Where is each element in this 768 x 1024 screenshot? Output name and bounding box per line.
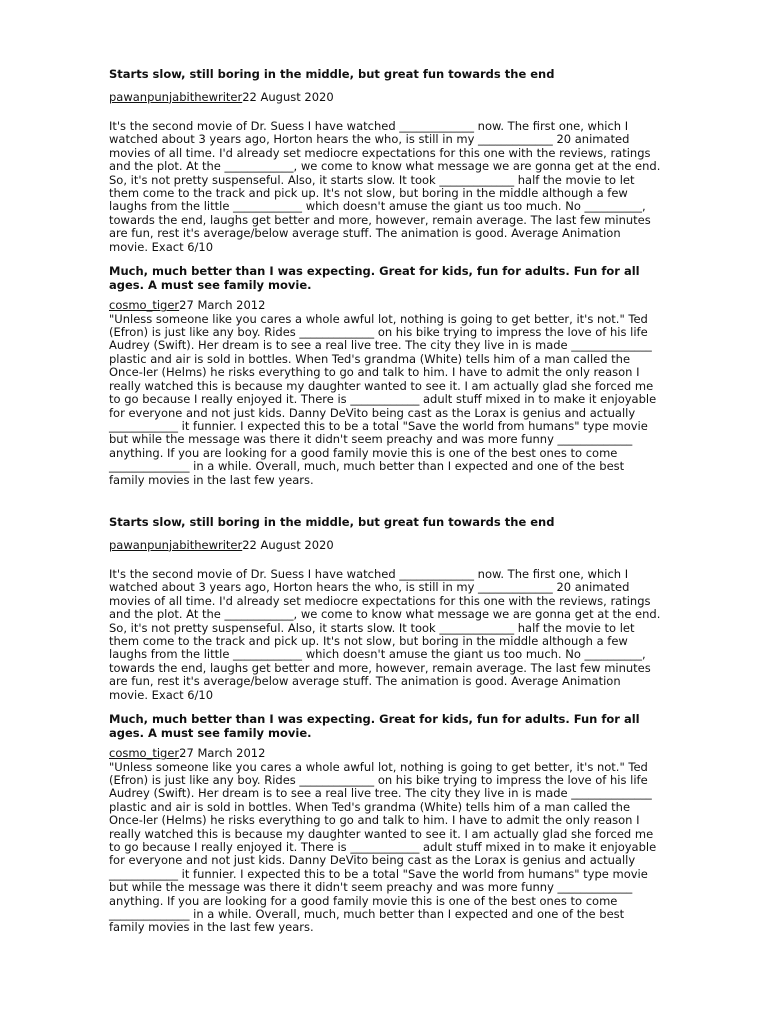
review-meta	[109, 747, 661, 760]
review-3	[109, 516, 661, 702]
review-date: 27 March 2012	[179, 746, 266, 761]
review-meta	[109, 91, 661, 104]
review-title: Much, much better than I was expecting. Great for kids, fun for adults. Fun for all ages. A must see family movie.	[109, 712, 640, 740]
review-4	[109, 713, 661, 935]
review-author-link[interactable]: pawanpunjabithewriter	[109, 537, 243, 552]
review-title: Starts slow, still boring in the middle, but great fun towards the end	[109, 514, 555, 529]
review-date: 27 March 2012	[179, 298, 266, 313]
review-block-2	[109, 516, 661, 935]
review-meta	[109, 299, 661, 312]
review-author-link[interactable]: cosmo_tiger	[109, 746, 180, 761]
review-title: Much, much better than I was expecting. Great for kids, fun for adults. Fun for all ages. A must see family movie.	[109, 264, 640, 292]
review-author-link[interactable]: cosmo_tiger	[109, 298, 180, 313]
review-title: Starts slow, still boring in the middle, but great fun towards the end	[109, 67, 555, 81]
review-date: 22 August 2020	[242, 89, 334, 104]
review-1	[109, 68, 661, 254]
review-date: 22 August 2020	[242, 537, 334, 552]
review-body: "Unless someone like you cares a whole awful lot, nothing is going to get better, it's not." Ted (Efron) is just like any boy. Rides _____________ on his bike trying to impress the love of his life Audrey (Swift). Her dream is to see a real live tree. The city they live in is made ______________ plastic and air is sold in bottles. When Ted's grandma (White) tells him of a man called the Once-ler (Helms) he risks everything to go and talk to him. I have to admit the only reason I really watched this is because my daughter wanted to see it. I am actually glad she forced me to go because I really enjoyed it. There is ____________ adult stuff mixed in to make it enjoyable for everyone and not just kids. Danny DeVito being cast as the Lorax is genius and actually ____________ it funnier. I expected this to be a total "Save the world from humans" type movie but while the message was there it didn't seem preachy and was more funny _____________ anything. If you are looking for a good family movie this is one of the best ones to come ______________ in a while. Overall, much, much better than I expected and one of the best family movies in the last few years.	[109, 311, 657, 487]
review-body: It's the second movie of Dr. Suess I have watched _____________ now. The first one, which I watched about 3 years ago, Horton hears the who, is still in my _____________ 20 animated movies of all time. I'd already set mediocre expectations for this one with the reviews, ratings and the plot. At the ____________, we come to know what message we are gonna get at the end. So, it's not pretty suspenseful. Also, it starts slow. It took _____________ half the movie to let them come to the track and pick up. It's not slow, but boring in the middle although a few laughs from the little ____________ which doesn't amuse the giant us too much. No __________, towards the end, laughs get better and more, however, remain average. The last few minutes are fun, rest it's average/below average stuff. The animation is good. Average Animation movie. Exact 6/10	[109, 119, 661, 254]
review-author-link[interactable]: pawanpunjabithewriter	[109, 89, 243, 104]
review-2	[109, 265, 661, 487]
review-body: "Unless someone like you cares a whole awful lot, nothing is going to get better, it's not." Ted (Efron) is just like any boy. Rides _____________ on his bike trying to impress the love of his life Audrey (Swift). Her dream is to see a real live tree. The city they live in is made ______________ plastic and air is sold in bottles. When Ted's grandma (White) tells him of a man called the Once-ler (Helms) he risks everything to go and talk to him. I have to admit the only reason I really watched this is because my daughter wanted to see it. I am actually glad she forced me to go because I really enjoyed it. There is ____________ adult stuff mixed in to make it enjoyable for everyone and not just kids. Danny DeVito being cast as the Lorax is genius and actually ____________ it funnier. I expected this to be a total "Save the world from humans" type movie but while the message was there it didn't seem preachy and was more funny _____________ anything. If you are looking for a good family movie this is one of the best ones to come ______________ in a while. Overall, much, much better than I expected and one of the best family movies in the last few years.	[109, 759, 657, 935]
document-page	[109, 68, 661, 935]
review-meta	[109, 539, 661, 552]
review-body: It's the second movie of Dr. Suess I have watched _____________ now. The first one, which I watched about 3 years ago, Horton hears the who, is still in my _____________ 20 animated movies of all time. I'd already set mediocre expectations for this one with the reviews, ratings and the plot. At the ____________, we come to know what message we are gonna get at the end. So, it's not pretty suspenseful. Also, it starts slow. It took _____________ half the movie to let them come to the track and pick up. It's not slow, but boring in the middle although a few laughs from the little ____________ which doesn't amuse the giant us too much. No __________, towards the end, laughs get better and more, however, remain average. The last few minutes are fun, rest it's average/below average stuff. The animation is good. Average Animation movie. Exact 6/10	[109, 566, 661, 702]
review-block-1	[109, 68, 661, 487]
